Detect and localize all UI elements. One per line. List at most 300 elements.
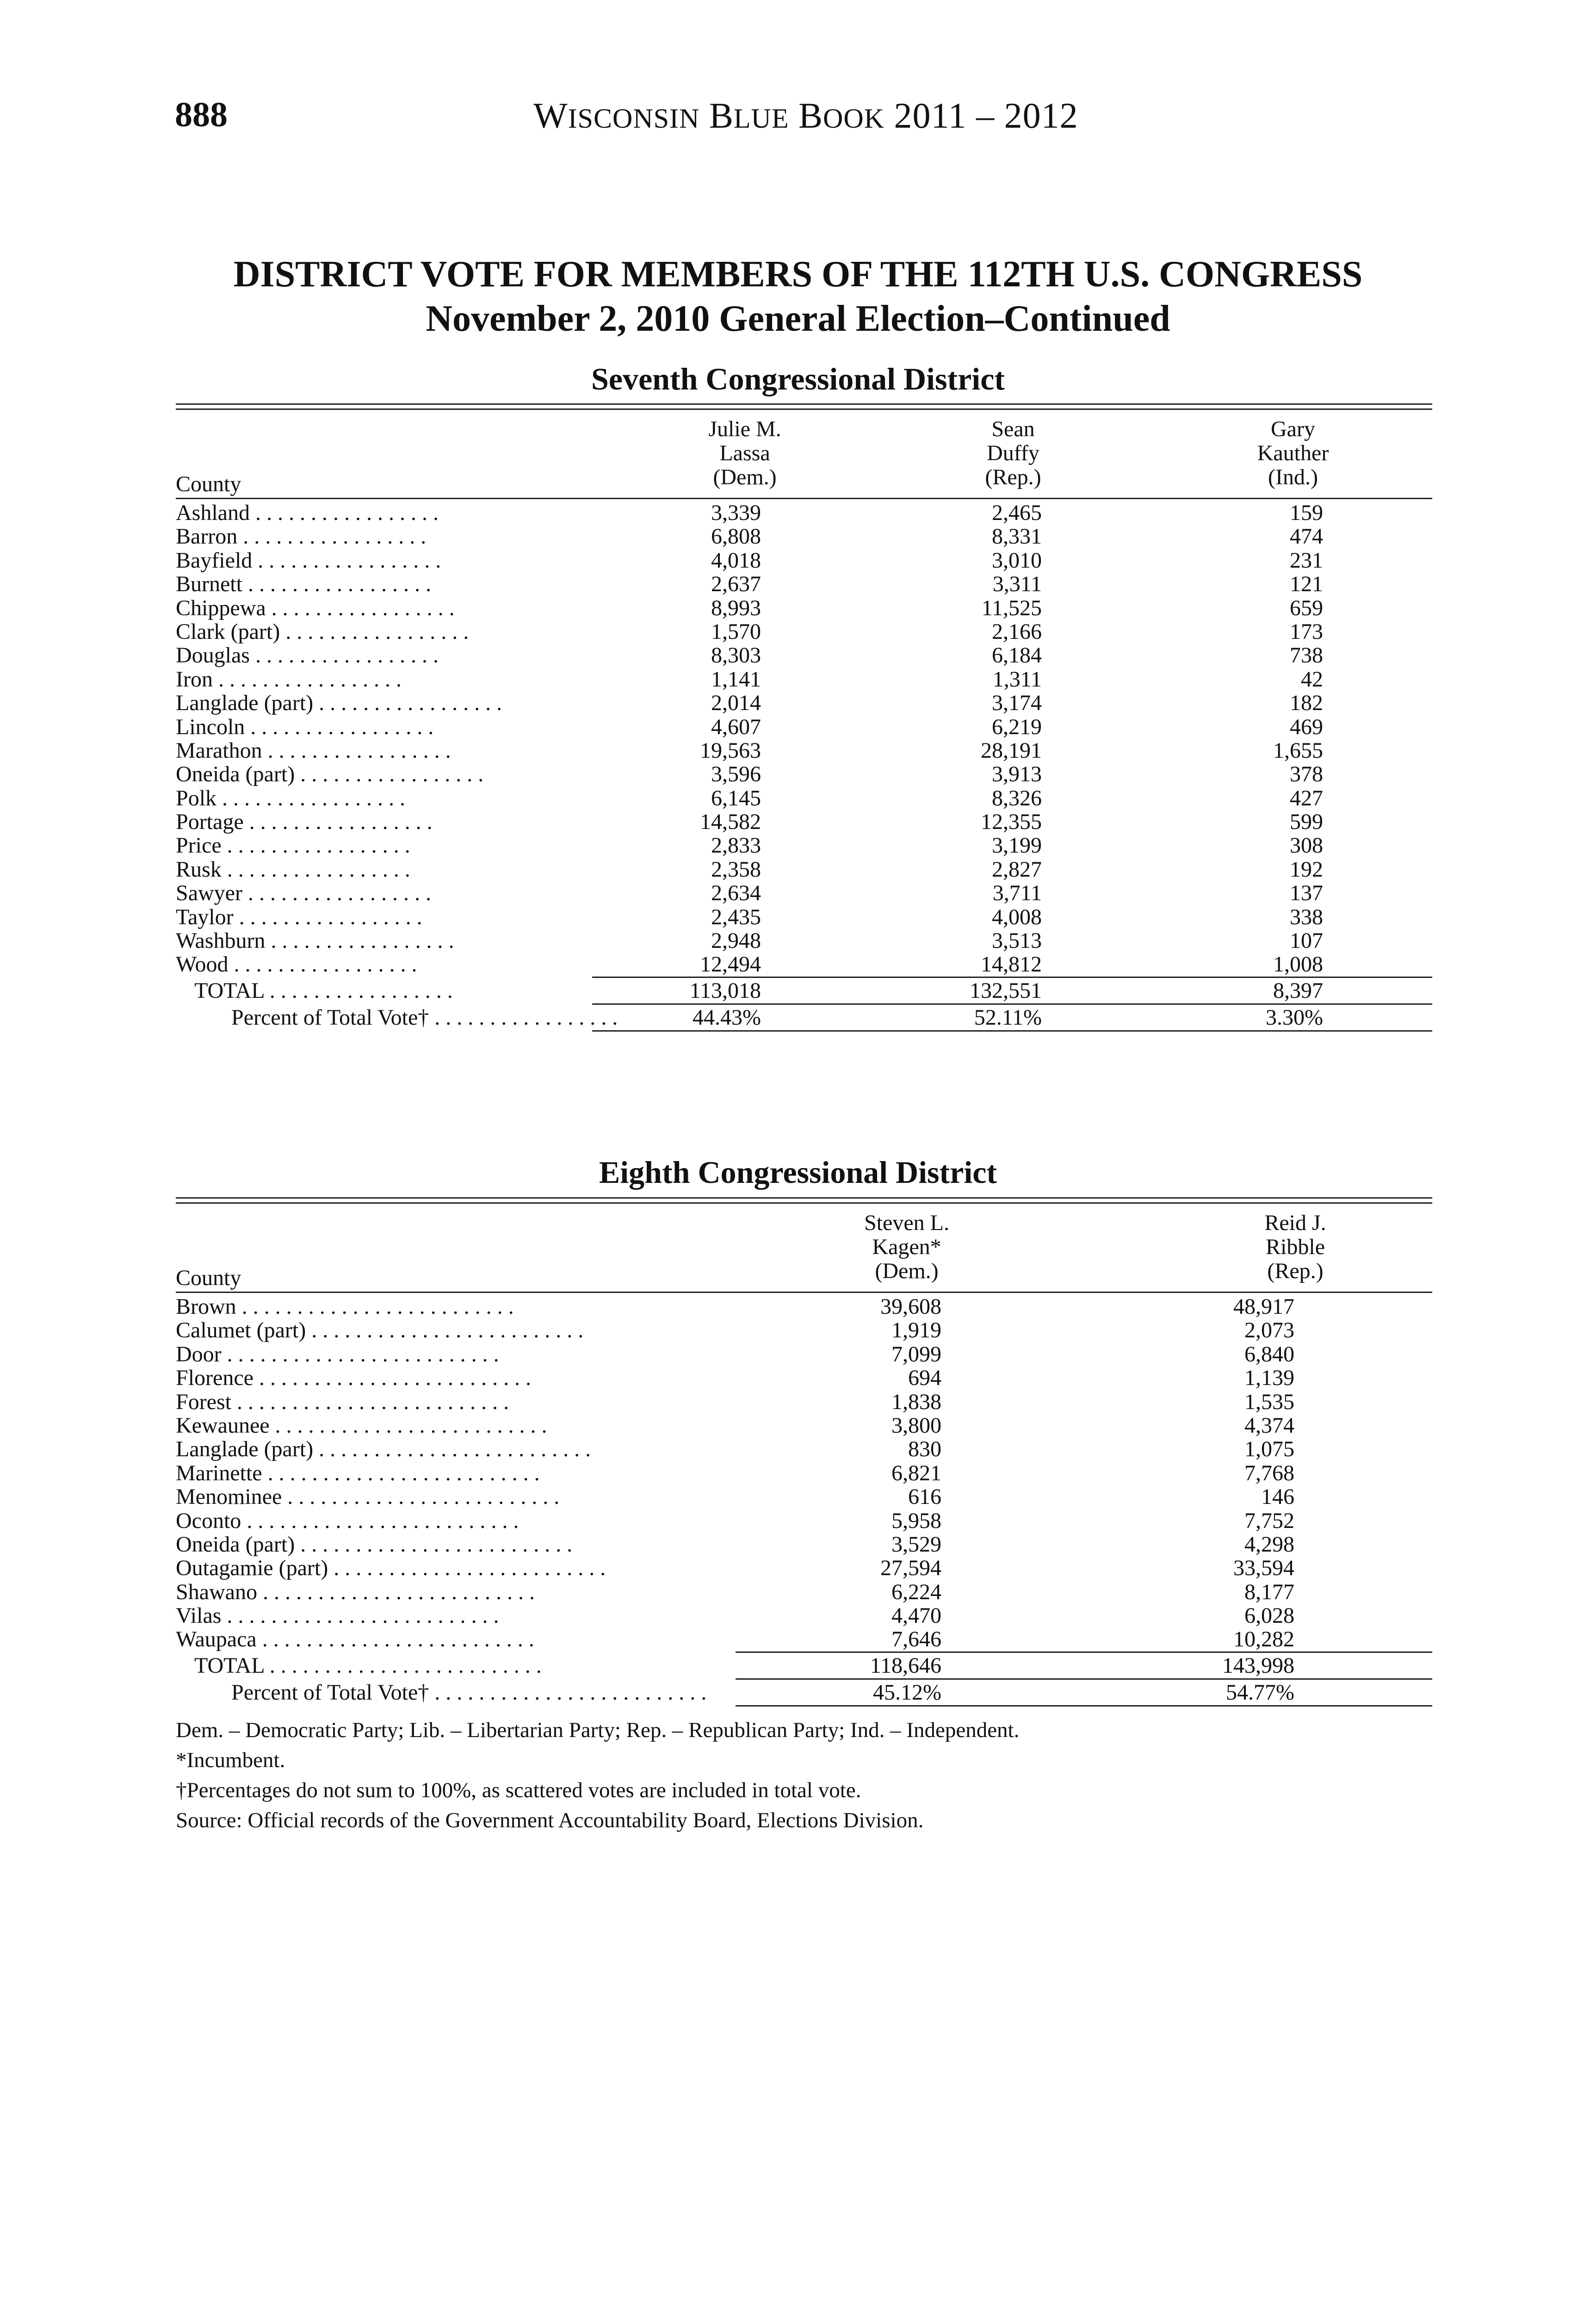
total-row-label <box>194 978 583 1003</box>
seventh-district-title: Seventh Congressional District <box>591 361 1005 396</box>
vote-count: 48,917 <box>1233 1294 1294 1319</box>
leader-dots: . . . . . . . . . . . . . . . . . <box>280 619 469 644</box>
candidate-first: Steven L. <box>864 1211 949 1235</box>
county-name-text: Rusk <box>176 857 222 882</box>
table-row <box>176 1627 1432 1651</box>
vote-count: 738 <box>1290 643 1323 668</box>
leader-dots: . . . . . . . . . . . . . . . . . <box>242 572 431 597</box>
vote-count: 137 <box>1290 881 1323 906</box>
county-name-text: Sawyer <box>176 881 242 906</box>
footnote-percentages: †Percentages do not sum to 100%, as scattered votes are included in total vote. <box>176 1778 861 1802</box>
percent-row-value: 44.43% <box>693 1005 761 1030</box>
candidate-party: (Rep.) <box>1267 1259 1324 1283</box>
vote-count: 27,594 <box>880 1556 941 1581</box>
leader-dots: . . . . . . . . . . . . . . . . . <box>245 714 434 739</box>
county-name <box>176 1318 745 1342</box>
vote-count: 616 <box>908 1484 941 1509</box>
table-header <box>176 410 1432 498</box>
table-row <box>176 1390 1432 1414</box>
vote-count: 3,311 <box>992 572 1042 597</box>
county-name-text: Taylor <box>176 904 234 929</box>
candidate-first: Reid J. <box>1264 1211 1326 1235</box>
vote-count: 12,494 <box>700 952 761 977</box>
candidate-header <box>814 1211 999 1283</box>
table-row <box>176 668 1432 691</box>
leader-dots: . . . . . . . . . . . . . . . . . <box>242 881 431 906</box>
leader-dots: . . . . . . . . . . . . . . . . . . . . . . . . . <box>256 1627 534 1652</box>
county-name <box>176 1414 745 1437</box>
vote-count: 14,582 <box>700 810 761 835</box>
county-name-text: Brown <box>176 1294 236 1319</box>
table-row <box>176 1533 1432 1556</box>
county-name <box>176 929 583 952</box>
vote-count: 1,075 <box>1244 1437 1294 1462</box>
vote-count: 2,073 <box>1244 1318 1294 1343</box>
title-line-2: November 2, 2010 General Election–Continued <box>426 298 1170 339</box>
header-double-rule <box>176 403 1432 410</box>
vote-count: 4,298 <box>1244 1532 1294 1557</box>
footnote-source: Source: Official records of the Government Accountability Board, Elections Division. <box>176 1808 924 1832</box>
county-name <box>176 549 583 572</box>
county-name-text: Clark (part) <box>176 619 280 644</box>
vote-count: 4,374 <box>1244 1413 1294 1438</box>
county-name <box>176 1627 745 1651</box>
table-row <box>176 786 1432 810</box>
percent-row-label-text: Percent of Total Vote† <box>231 1680 429 1705</box>
vote-count: 4,008 <box>992 904 1042 929</box>
vote-count: 6,224 <box>891 1579 941 1604</box>
vote-count: 1,570 <box>711 619 761 644</box>
table-row <box>176 1366 1432 1390</box>
county-name <box>176 1533 745 1556</box>
leader-dots: . . . . . . . . . . . . . . . . . . . . . . . . . <box>241 1508 519 1533</box>
vote-count: 427 <box>1290 785 1323 810</box>
candidate-last: Kagen* <box>872 1235 941 1259</box>
table-row <box>176 1295 1432 1318</box>
vote-count: 2,833 <box>711 833 761 858</box>
leader-dots: . . . . . . . . . . . . . . . . . . . . . . . . . <box>282 1484 560 1509</box>
county-name-text: Chippewa <box>176 595 266 620</box>
vote-count: 2,166 <box>992 619 1042 644</box>
leader-dots: . . . . . . . . . . . . . . . . . <box>221 833 410 858</box>
vote-count: 159 <box>1290 501 1323 525</box>
vote-count: 182 <box>1290 691 1323 716</box>
candidate-party: (Dem.) <box>875 1259 939 1283</box>
county-name-text: Outagamie (part) <box>176 1556 328 1581</box>
county-name-text: Ashland <box>176 501 250 525</box>
vote-count: 192 <box>1290 857 1323 882</box>
table-row <box>176 643 1432 667</box>
county-name <box>176 762 583 786</box>
vote-count: 3,010 <box>992 548 1042 573</box>
leader-dots: . . . . . . . . . . . . . . . . . . . . . . . . . <box>295 1532 573 1557</box>
candidate-first: Julie M. <box>708 417 781 441</box>
county-name-text: Washburn <box>176 928 266 953</box>
leader-dots: . . . . . . . . . . . . . . . . . . . . . . . . . <box>236 1294 514 1319</box>
county-column-header: County <box>176 1266 241 1290</box>
vote-count: 7,752 <box>1244 1508 1294 1533</box>
vote-count: 3,596 <box>711 762 761 787</box>
vote-count: 146 <box>1261 1484 1294 1509</box>
leader-dots: . . . . . . . . . . . . . . . . . <box>266 595 455 620</box>
book-years: 2011 – 2012 <box>894 95 1078 136</box>
eighth-district-title: Eighth Congressional District <box>599 1155 997 1190</box>
leader-dots: . . . . . . . . . . . . . . . . . <box>228 952 417 977</box>
vote-count: 1,008 <box>1273 952 1323 977</box>
table-row <box>176 1580 1432 1604</box>
vote-count: 2,637 <box>711 572 761 597</box>
book-title-initial: B <box>798 95 823 136</box>
leader-dots: . . . . . . . . . . . . . . . . . <box>217 785 406 810</box>
table-row <box>176 1556 1432 1580</box>
county-name <box>176 1580 745 1604</box>
leader-dots: . . . . . . . . . . . . . . . . . <box>295 762 484 787</box>
vote-count: 599 <box>1290 810 1323 835</box>
leader-dots: . . . . . . . . . . . . . . . . . . . . . . . . . <box>262 1460 540 1485</box>
table-header <box>176 1204 1432 1292</box>
leader-dots: . . . . . . . . . . . . . . . . . <box>237 524 427 549</box>
percent-row-label-text: Percent of Total Vote† <box>231 1005 429 1030</box>
county-name <box>176 881 583 905</box>
vote-count: 231 <box>1290 548 1323 573</box>
county-name-text: Portage <box>176 810 244 835</box>
vote-count: 3,339 <box>711 501 761 525</box>
table-row <box>176 572 1432 596</box>
total-row-value: 118,646 <box>870 1653 941 1678</box>
county-name-text: Burnett <box>176 572 242 597</box>
vote-count: 2,634 <box>711 881 761 906</box>
county-name-text: Polk <box>176 785 217 810</box>
vote-count: 7,768 <box>1244 1460 1294 1485</box>
vote-count: 2,827 <box>992 857 1042 882</box>
vote-count: 3,513 <box>992 928 1042 953</box>
vote-count: 830 <box>908 1437 941 1462</box>
county-name-text: Florence <box>176 1366 254 1391</box>
county-name <box>176 786 583 810</box>
percent-row-value: 3.30% <box>1266 1005 1323 1030</box>
table-row <box>176 1437 1432 1461</box>
vote-count: 173 <box>1290 619 1323 644</box>
county-name <box>176 858 583 881</box>
percent-row-value: 52.11% <box>974 1005 1042 1030</box>
leader-dots: . . . . . . . . . . . . . . . . . . . . . . . . . <box>221 1342 499 1367</box>
vote-count: 8,303 <box>711 643 761 668</box>
vote-count: 694 <box>908 1366 941 1391</box>
leader-dots: . . . . . . . . . . . . . . . . . <box>252 548 441 573</box>
page-title <box>0 252 1596 341</box>
vote-count: 2,465 <box>992 501 1042 525</box>
vote-count: 4,470 <box>891 1603 941 1628</box>
candidate-party: (Rep.) <box>985 465 1041 489</box>
table-row <box>176 501 1432 525</box>
county-name <box>176 596 583 620</box>
leader-dots: . . . . . . . . . . . . . . . . . <box>243 810 433 835</box>
table-row <box>176 1604 1432 1627</box>
page-number: 888 <box>175 95 228 134</box>
table-bottom-rule <box>736 1705 1432 1707</box>
vote-count: 8,326 <box>992 785 1042 810</box>
vote-count: 1,919 <box>891 1318 941 1343</box>
county-name <box>176 1604 745 1627</box>
table-row <box>176 858 1432 881</box>
table-row <box>176 905 1432 929</box>
candidate-header <box>921 417 1106 489</box>
county-name-text: Waupaca <box>176 1627 257 1652</box>
county-name-text: Iron <box>176 667 213 692</box>
vote-count: 8,177 <box>1244 1579 1294 1604</box>
county-name-text: Oconto <box>176 1508 241 1533</box>
candidate-last: Kauther <box>1257 441 1329 465</box>
candidate-header <box>1203 1211 1388 1283</box>
county-name <box>176 952 583 976</box>
county-name <box>176 1295 745 1318</box>
county-name-text: Barron <box>176 524 238 549</box>
county-name <box>176 1485 745 1509</box>
vote-count: 3,529 <box>891 1532 941 1557</box>
vote-count: 1,139 <box>1244 1366 1294 1391</box>
table-row <box>176 1461 1432 1485</box>
county-name-text: Kewaunee <box>176 1413 270 1438</box>
book-title-smallcaps: LUE <box>733 103 789 134</box>
leader-dots: . . . . . . . . . . . . . . . . . . . . . . . . . <box>253 1366 531 1391</box>
vote-count: 6,840 <box>1244 1342 1294 1367</box>
candidate-party: (Ind.) <box>1268 465 1318 489</box>
percent-row-value: 45.12% <box>873 1680 941 1705</box>
county-name <box>176 715 583 739</box>
county-name-text: Price <box>176 833 222 858</box>
leader-dots: . . . . . . . . . . . . . . . . . . . . . . . . . <box>231 1389 509 1414</box>
table-row <box>176 952 1432 976</box>
candidate-first: Gary <box>1271 417 1315 441</box>
book-title-initial: B <box>709 95 734 136</box>
leader-dots: . . . . . . . . . . . . . . . . . . . . . . . . . <box>429 1680 707 1705</box>
table-row <box>176 739 1432 762</box>
vote-count: 1,311 <box>992 667 1042 692</box>
vote-count: 378 <box>1290 762 1323 787</box>
vote-count: 8,331 <box>992 524 1042 549</box>
candidate-party: (Dem.) <box>713 465 777 489</box>
county-name-text: Vilas <box>176 1603 222 1628</box>
county-name <box>176 1556 745 1580</box>
vote-count: 6,808 <box>711 524 761 549</box>
candidate-last: Ribble <box>1266 1235 1325 1259</box>
book-title-smallcaps: OOK <box>823 103 885 134</box>
vote-count: 2,435 <box>711 904 761 929</box>
leader-dots: . . . . . . . . . . . . . . . . . . . . . . . . . <box>264 1653 542 1678</box>
leader-dots: . . . . . . . . . . . . . . . . . <box>265 928 454 953</box>
table-row <box>176 881 1432 905</box>
table-row <box>176 525 1432 548</box>
candidate-first: Sean <box>991 417 1035 441</box>
county-name <box>176 905 583 929</box>
county-name-text: Menominee <box>176 1484 282 1509</box>
county-name-text: Marathon <box>176 738 262 763</box>
vote-count: 3,800 <box>891 1413 941 1438</box>
book-title-initial: W <box>533 95 568 136</box>
table-row <box>176 596 1432 620</box>
table-row <box>176 810 1432 834</box>
total-row-value: 113,018 <box>689 978 761 1003</box>
vote-count: 2,358 <box>711 857 761 882</box>
footnote-incumbent: *Incumbent. <box>176 1748 285 1772</box>
table-row <box>176 1318 1432 1342</box>
vote-count: 6,219 <box>992 714 1042 739</box>
county-name-text: Shawano <box>176 1579 257 1604</box>
vote-count: 1,535 <box>1244 1389 1294 1414</box>
total-row-label-text: TOTAL <box>194 1653 264 1678</box>
leader-dots: . . . . . . . . . . . . . . . . . . . . . . . . . <box>313 1437 591 1462</box>
vote-count: 11,525 <box>981 595 1042 620</box>
table-row <box>176 1509 1432 1533</box>
book-title <box>533 95 1078 136</box>
county-name <box>176 572 583 596</box>
running-head <box>175 95 1433 146</box>
vote-count: 1,838 <box>891 1389 941 1414</box>
percent-row <box>176 1680 1432 1705</box>
leader-dots: . . . . . . . . . . . . . . . . . <box>262 738 451 763</box>
county-name <box>176 834 583 857</box>
vote-count: 659 <box>1290 595 1323 620</box>
total-row-value: 132,551 <box>970 978 1042 1003</box>
vote-count: 8,993 <box>711 595 761 620</box>
county-name <box>176 810 583 834</box>
vote-count: 3,711 <box>992 881 1042 906</box>
table-row <box>176 620 1432 643</box>
vote-count: 33,594 <box>1233 1556 1294 1581</box>
vote-count: 1,655 <box>1273 738 1323 763</box>
leader-dots: . . . . . . . . . . . . . . . . . . . . . . . . . <box>221 1603 499 1628</box>
table-row <box>176 1342 1432 1366</box>
county-name <box>176 643 583 667</box>
county-name <box>176 525 583 548</box>
vote-count: 1,141 <box>711 667 761 692</box>
percent-row-value: 54.77% <box>1226 1680 1294 1705</box>
vote-count: 7,099 <box>891 1342 941 1367</box>
leader-dots: . . . . . . . . . . . . . . . . . <box>233 904 422 929</box>
total-row-label <box>194 1653 745 1678</box>
vote-count: 39,608 <box>880 1294 941 1319</box>
leader-dots: . . . . . . . . . . . . . . . . . <box>429 1005 618 1030</box>
table-row <box>176 715 1432 739</box>
county-name-text: Oneida (part) <box>176 1532 295 1557</box>
total-row <box>176 1653 1432 1678</box>
county-name <box>176 1461 745 1485</box>
vote-count: 469 <box>1290 714 1323 739</box>
leader-dots: . . . . . . . . . . . . . . . . . <box>249 643 439 668</box>
vote-count: 19,563 <box>700 738 761 763</box>
leader-dots: . . . . . . . . . . . . . . . . . . . . . . . . . <box>306 1318 584 1343</box>
vote-count: 338 <box>1290 904 1323 929</box>
leader-dots: . . . . . . . . . . . . . . . . . <box>221 857 410 882</box>
county-name-text: Forest <box>176 1389 231 1414</box>
table-row <box>176 549 1432 572</box>
county-name <box>176 739 583 762</box>
candidate-header <box>652 417 837 489</box>
vote-count: 6,028 <box>1244 1603 1294 1628</box>
vote-count: 474 <box>1290 524 1323 549</box>
total-row-label-text: TOTAL <box>194 978 264 1003</box>
candidate-header <box>1200 417 1386 489</box>
vote-count: 3,913 <box>992 762 1042 787</box>
title-line-1: DISTRICT VOTE FOR MEMBERS OF THE 112TH U.S. CONGRESS <box>233 254 1363 295</box>
percent-row <box>176 1005 1432 1030</box>
vote-count: 7,646 <box>891 1627 941 1652</box>
county-name-text: Bayfield <box>176 548 253 573</box>
percent-row-label <box>231 1005 618 1030</box>
table-row <box>176 1485 1432 1509</box>
leader-dots: . . . . . . . . . . . . . . . . . . . . . . . . . <box>328 1556 606 1581</box>
vote-count: 42 <box>1301 667 1323 692</box>
footnotes <box>176 1715 1432 1836</box>
vote-count: 2,948 <box>711 928 761 953</box>
header-double-rule <box>176 1197 1432 1204</box>
vote-count: 3,174 <box>992 691 1042 716</box>
vote-count: 14,812 <box>981 952 1042 977</box>
leader-dots: . . . . . . . . . . . . . . . . . <box>313 691 502 716</box>
county-name-text: Oneida (part) <box>176 762 295 787</box>
leader-dots: . . . . . . . . . . . . . . . . . <box>264 978 453 1003</box>
vote-count: 2,014 <box>711 691 761 716</box>
vote-count: 6,184 <box>992 643 1042 668</box>
vote-count: 308 <box>1290 833 1323 858</box>
county-name <box>176 691 583 715</box>
vote-count: 5,958 <box>891 1508 941 1533</box>
county-name-text: Langlade (part) <box>176 1437 314 1462</box>
vote-count: 28,191 <box>981 738 1042 763</box>
table-row <box>176 1414 1432 1437</box>
percent-row-label <box>231 1680 745 1705</box>
county-name <box>176 1509 745 1533</box>
county-name <box>176 620 583 643</box>
county-column-header: County <box>176 472 241 496</box>
county-name-text: Douglas <box>176 643 250 668</box>
vote-count: 6,821 <box>891 1460 941 1485</box>
county-name <box>176 1437 745 1461</box>
footnote-abbreviations: Dem. – Democratic Party; Lib. – Libertarian Party; Rep. – Republican Party; Ind. – Independent. <box>176 1718 1020 1742</box>
county-name-text: Calumet (part) <box>176 1318 306 1343</box>
table-row <box>176 929 1432 952</box>
table-bottom-rule <box>592 1030 1432 1032</box>
vote-count: 10,282 <box>1233 1627 1294 1652</box>
county-name <box>176 1366 745 1390</box>
vote-count: 4,018 <box>711 548 761 573</box>
seventh-district-table <box>176 403 1432 1032</box>
vote-count: 12,355 <box>981 810 1042 835</box>
total-row-value: 143,998 <box>1222 1653 1294 1678</box>
leader-dots: . . . . . . . . . . . . . . . . . . . . . . . . . <box>269 1413 547 1438</box>
book-title-smallcaps: ISCONSIN <box>568 103 700 134</box>
leader-dots: . . . . . . . . . . . . . . . . . <box>249 501 439 525</box>
vote-count: 3,199 <box>992 833 1042 858</box>
leader-dots: . . . . . . . . . . . . . . . . . . . . . . . . . <box>257 1579 535 1604</box>
total-row <box>176 978 1432 1003</box>
vote-count: 121 <box>1290 572 1323 597</box>
vote-count: 107 <box>1290 928 1323 953</box>
county-name <box>176 668 583 691</box>
county-name <box>176 1390 745 1414</box>
candidate-last: Lassa <box>719 441 770 465</box>
county-name-text: Door <box>176 1342 222 1367</box>
vote-count: 4,607 <box>711 714 761 739</box>
county-name-text: Marinette <box>176 1460 262 1485</box>
vote-count: 6,145 <box>711 785 761 810</box>
county-name-text: Lincoln <box>176 714 245 739</box>
eighth-district-table <box>176 1197 1432 1707</box>
county-name <box>176 501 583 525</box>
candidate-last: Duffy <box>987 441 1039 465</box>
county-name-text: Wood <box>176 952 229 977</box>
county-name <box>176 1342 745 1366</box>
